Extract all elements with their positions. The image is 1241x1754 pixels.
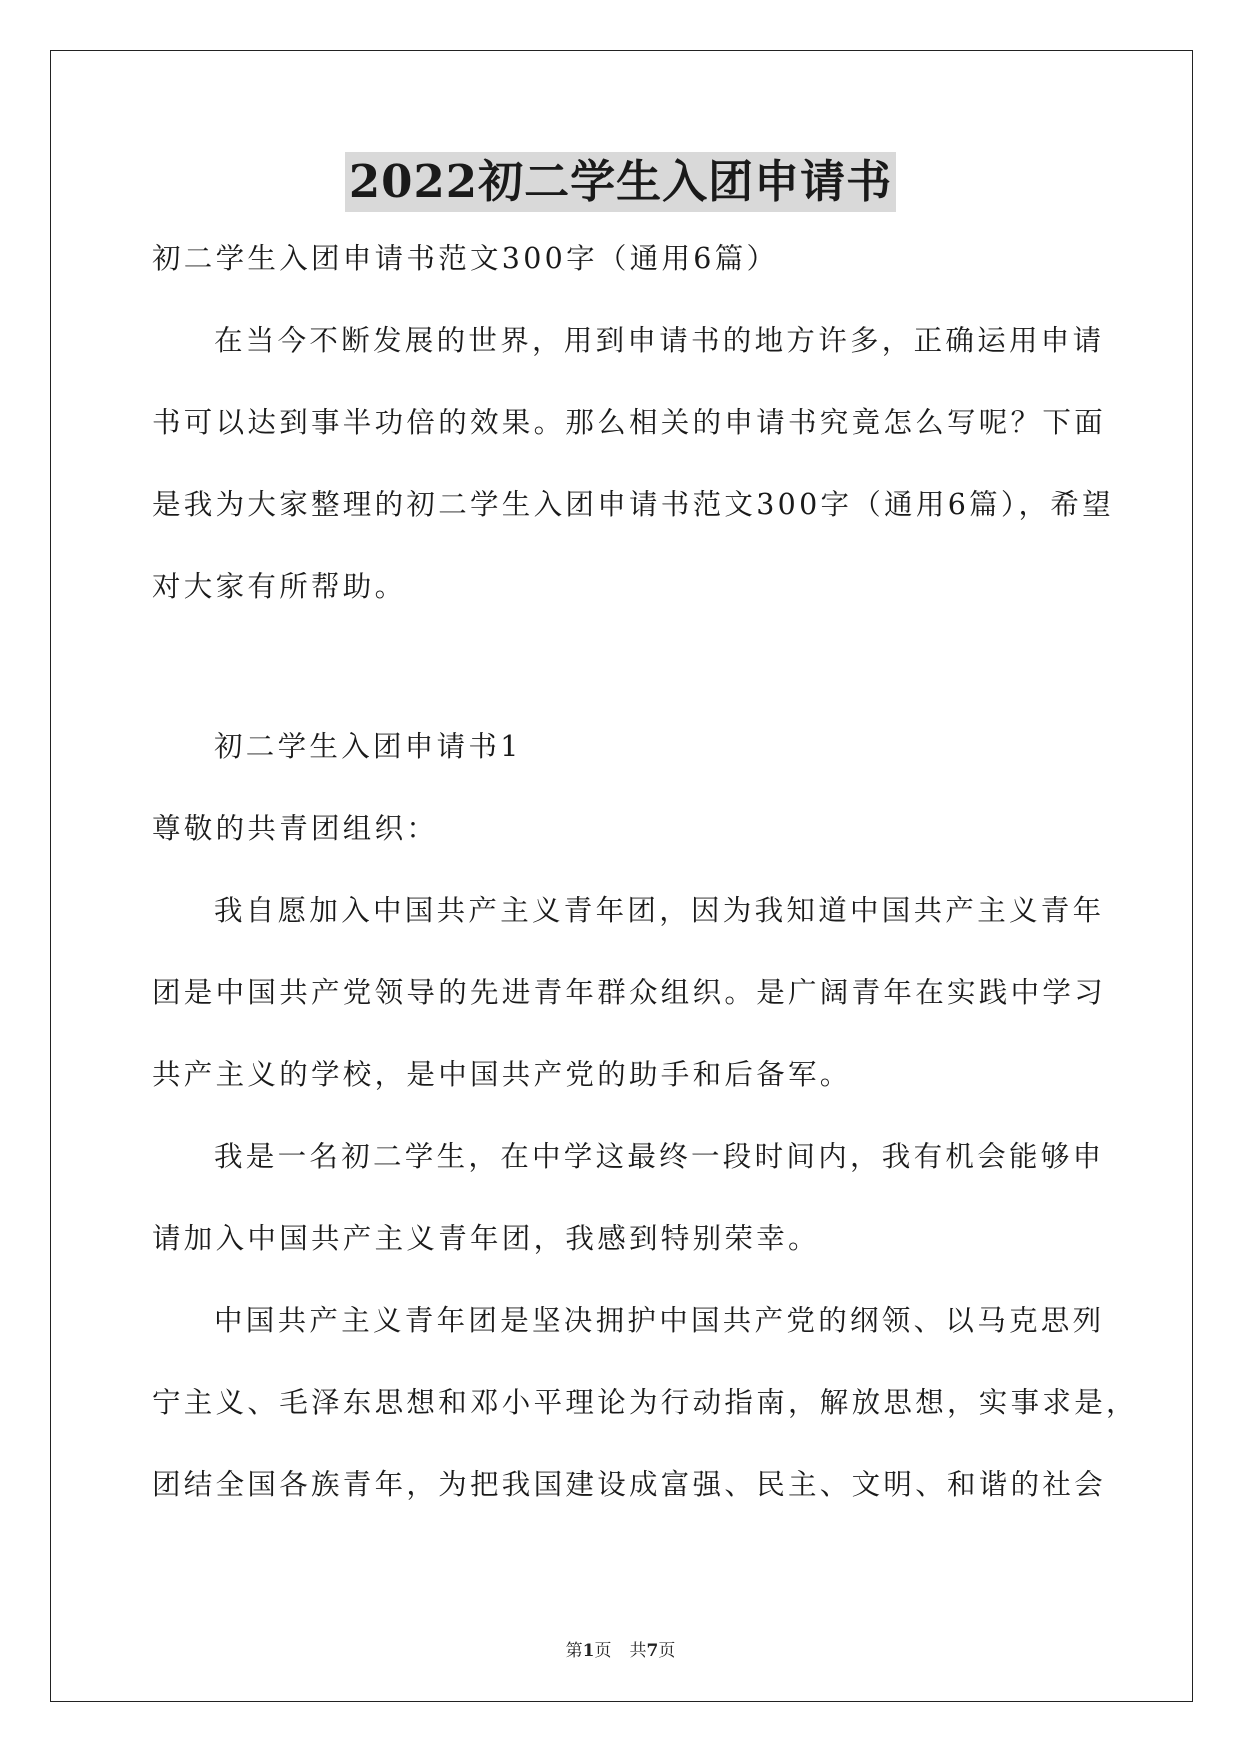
body-line: 中国共产主义青年团是坚决拥护中国共产党的纲领、以马克思列 <box>214 1304 1105 1337</box>
total-page-number: 7 <box>646 1641 659 1661</box>
section-heading: 初二学生入团申请书1 <box>214 730 522 763</box>
intro-line: 是我为大家整理的初二学生入团申请书范文300字（通用6篇），希望 <box>152 488 1114 521</box>
body-line: 共产主义的学校，是中国共产党的助手和后备军。 <box>152 1058 852 1091</box>
total-suffix: 页 <box>658 1641 676 1661</box>
page-prefix: 第 <box>565 1641 583 1661</box>
total-prefix: 共 <box>629 1641 647 1661</box>
body-line: 团结全国各族青年，为把我国建设成富强、民主、文明、和谐的社会 <box>152 1468 1107 1501</box>
current-page-number: 1 <box>582 1641 595 1661</box>
document-body <box>152 230 1138 1538</box>
body-line: 请加入中国共产主义青年团，我感到特别荣幸。 <box>152 1222 820 1255</box>
page-footer <box>0 1636 1241 1661</box>
document-title: 2022初二学生入团申请书 <box>345 152 896 212</box>
body-line: 我是一名初二学生，在中学这最终一段时间内，我有机会能够申 <box>214 1140 1105 1173</box>
page-suffix: 页 <box>594 1641 612 1661</box>
body-line: 团是中国共产党领导的先进青年群众组织。是广阔青年在实践中学习 <box>152 976 1107 1009</box>
salutation: 尊敬的共青团组织： <box>152 812 439 845</box>
body-line: 我自愿加入中国共产主义青年团，因为我知道中国共产主义青年 <box>214 894 1105 927</box>
intro-line: 在当今不断发展的世界，用到申请书的地方许多，正确运用申请 <box>214 324 1105 357</box>
subtitle-line: 初二学生入团申请书范文300字（通用6篇） <box>152 242 779 275</box>
paragraph-gap <box>152 640 1092 718</box>
title-container <box>0 152 1241 212</box>
body-line: 宁主义、毛泽东思想和邓小平理论为行动指南，解放思想，实事求是， <box>152 1386 1138 1419</box>
intro-line: 书可以达到事半功倍的效果。那么相关的申请书究竟怎么写呢？下面 <box>152 406 1107 439</box>
intro-line: 对大家有所帮助。 <box>152 570 407 603</box>
